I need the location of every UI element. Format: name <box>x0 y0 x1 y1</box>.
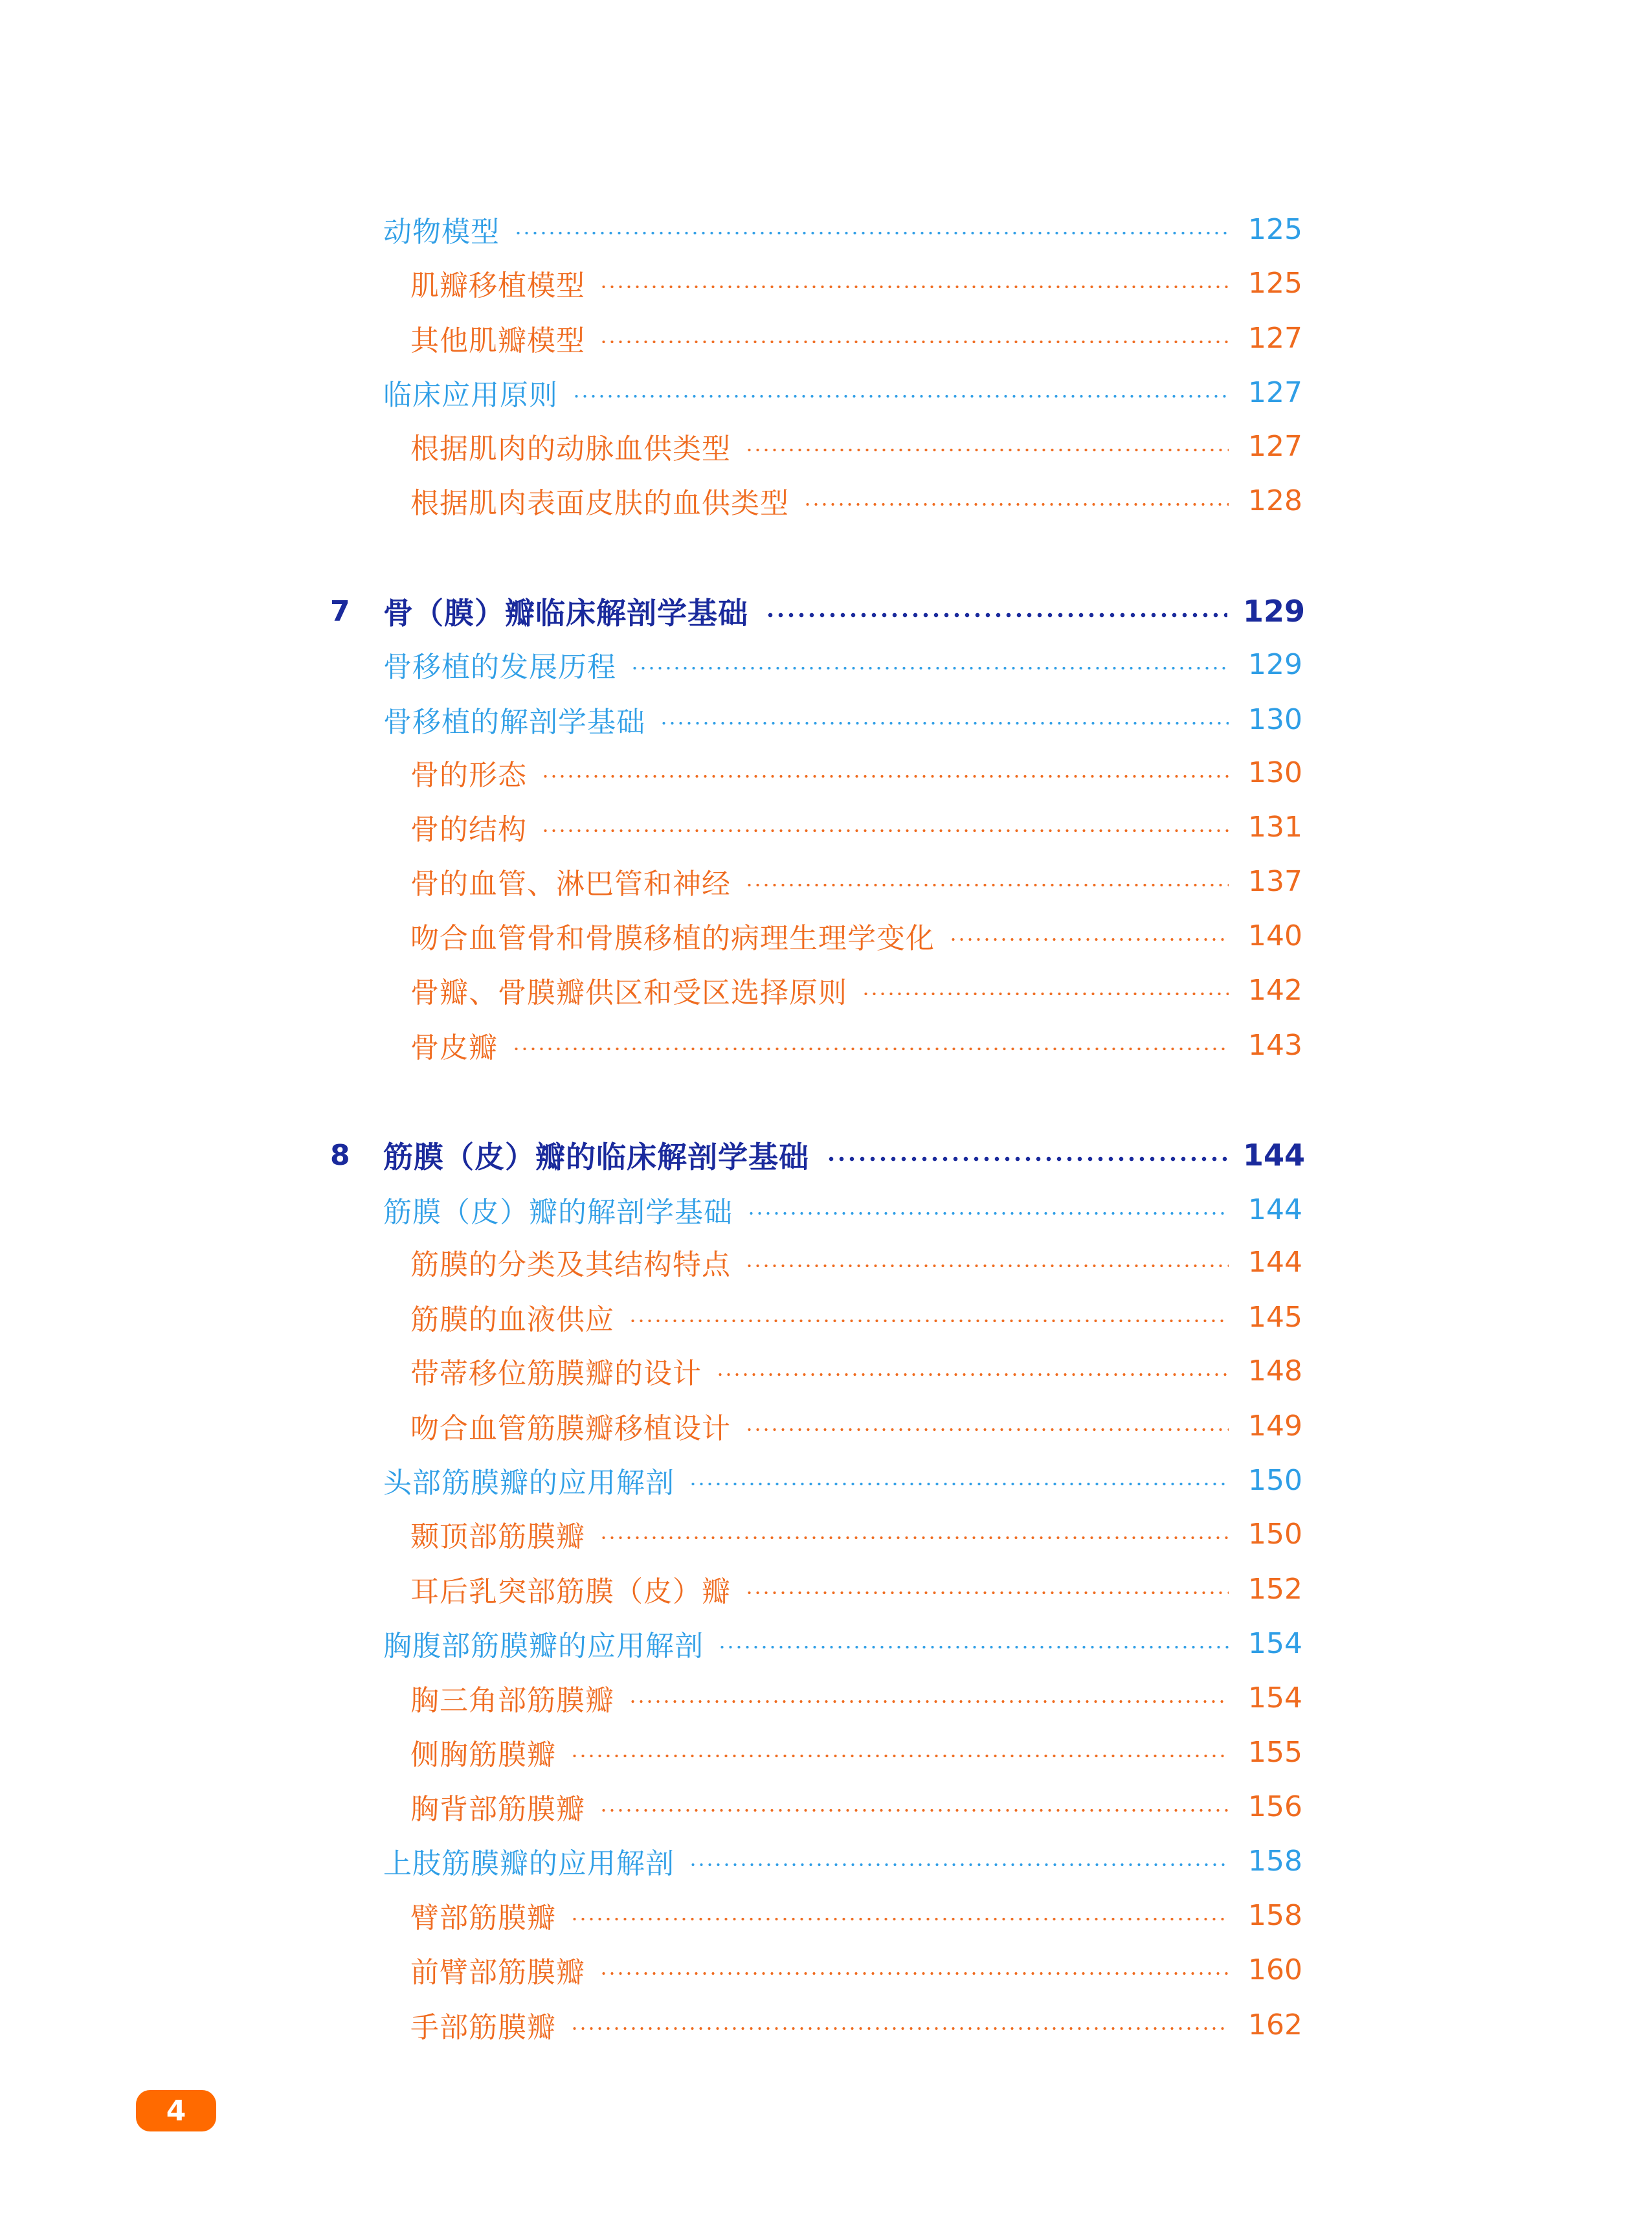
toc-entry-title: 筋膜的分类及其结构特点 <box>410 1248 731 1281</box>
toc-subsection-entry[interactable] <box>410 752 1302 793</box>
toc-entry-title: 手部筋膜瓣 <box>410 2011 556 2044</box>
toc-subsection-entry[interactable] <box>410 915 1302 956</box>
toc-entry-title: 临床应用原则 <box>383 379 558 412</box>
toc-entry-title: 骨皮瓣 <box>410 1031 498 1064</box>
toc-entry-title: 吻合血管骨和骨膜移植的病理生理学变化 <box>410 922 935 955</box>
toc-entry-title: 筋膜（皮）瓣的临床解剖学基础 <box>383 1140 809 1175</box>
dot-leader <box>629 1700 1229 1703</box>
toc-subsection-entry[interactable] <box>410 969 1302 1011</box>
dot-leader <box>599 1536 1229 1540</box>
dot-leader <box>718 1645 1229 1649</box>
toc-entry-title: 其他肌瓣模型 <box>410 324 585 357</box>
toc-entry-page: 148 <box>1248 1354 1302 1388</box>
toc-entry-page: 158 <box>1248 1898 1302 1932</box>
toc-entry-page: 130 <box>1248 756 1302 789</box>
toc-subsection-entry[interactable] <box>410 1296 1302 1338</box>
toc-section-entry[interactable] <box>383 1189 1302 1230</box>
toc-entry-page: 152 <box>1248 1572 1302 1606</box>
toc-subsection-entry[interactable] <box>410 1405 1302 1446</box>
dot-leader <box>599 1972 1229 1975</box>
dot-leader <box>599 285 1229 289</box>
toc-entry-page: 145 <box>1248 1300 1302 1334</box>
toc-entry-title: 上肢筋膜瓣的应用解剖 <box>383 1847 675 1880</box>
toc-chapter-entry[interactable] <box>330 1134 1306 1176</box>
toc-entry-title: 头部筋膜瓣的应用解剖 <box>383 1467 675 1500</box>
toc-entry-page: 143 <box>1248 1028 1302 1062</box>
toc-entry-title: 颞顶部筋膜瓣 <box>410 1520 585 1553</box>
toc-subsection-entry[interactable] <box>410 317 1302 359</box>
dot-leader <box>570 1917 1229 1921</box>
toc-section-entry[interactable] <box>383 208 1302 250</box>
dot-leader <box>745 883 1229 887</box>
toc-subsection-entry[interactable] <box>410 1894 1302 1936</box>
dot-leader <box>689 1863 1229 1867</box>
dot-leader <box>572 394 1229 398</box>
toc-subsection-entry[interactable] <box>410 1949 1302 1990</box>
toc-section-entry[interactable] <box>383 372 1302 413</box>
toc-entry-page: 158 <box>1248 1844 1302 1878</box>
toc-section-entry[interactable] <box>383 644 1302 685</box>
toc-section-entry[interactable] <box>383 1623 1302 1664</box>
toc-entry-title: 胸腹部筋膜瓣的应用解剖 <box>383 1630 704 1663</box>
toc-subsection-entry[interactable] <box>410 806 1302 848</box>
toc-entry-page: 125 <box>1248 266 1302 300</box>
toc-entry-title: 骨的结构 <box>410 813 527 846</box>
toc-section-entry[interactable] <box>383 1840 1302 1882</box>
toc-entry-page: 130 <box>1248 703 1302 736</box>
toc-entry-page: 144 <box>1248 1193 1302 1226</box>
toc-entry-page: 131 <box>1248 810 1302 844</box>
toc-entry-title: 侧胸筋膜瓣 <box>410 1738 556 1771</box>
toc-entry-title: 带蒂移位筋膜瓣的设计 <box>410 1357 702 1390</box>
toc-entry-title: 骨瓣、骨膜瓣供区和受区选择原则 <box>410 976 847 1009</box>
dot-leader <box>826 1156 1227 1162</box>
toc-entry-title: 骨移植的解剖学基础 <box>383 706 645 739</box>
dot-leader <box>660 721 1229 725</box>
toc-entry-title: 根据肌肉的动脉血供类型 <box>410 433 731 466</box>
toc-entry-page: 144 <box>1248 1245 1302 1279</box>
toc-entry-title: 根据肌肉表面皮肤的血供类型 <box>410 487 789 520</box>
toc-entry-title: 骨移植的发展历程 <box>383 651 616 684</box>
chapter-number: 8 <box>330 1138 350 1172</box>
toc-entry-page: 162 <box>1248 2008 1302 2041</box>
toc-entry-page: 137 <box>1248 864 1302 898</box>
toc-entry-title: 前臂部筋膜瓣 <box>410 1956 585 1989</box>
dot-leader <box>512 1047 1229 1051</box>
toc-subsection-entry[interactable] <box>410 1677 1302 1718</box>
dot-leader <box>689 1482 1229 1486</box>
toc-subsection-entry[interactable] <box>410 1568 1302 1610</box>
toc-subsection-entry[interactable] <box>410 1513 1302 1555</box>
toc-entry-title: 筋膜（皮）瓣的解剖学基础 <box>383 1196 733 1229</box>
dot-leader <box>745 1428 1229 1432</box>
page-number-badge: 4 <box>136 2090 216 2131</box>
dot-leader <box>631 666 1229 670</box>
toc-entry-title: 胸背部筋膜瓣 <box>410 1793 585 1826</box>
toc-section-entry[interactable] <box>383 699 1302 740</box>
dot-leader <box>629 1319 1229 1323</box>
toc-subsection-entry[interactable] <box>410 1350 1302 1391</box>
dot-leader <box>745 448 1229 452</box>
toc-subsection-entry[interactable] <box>410 425 1302 467</box>
toc-entry-title: 动物模型 <box>383 216 500 249</box>
toc-entry-title: 臂部筋膜瓣 <box>410 1902 556 1935</box>
toc-entry-title: 骨的血管、淋巴管和神经 <box>410 868 731 901</box>
toc-entry-page: 160 <box>1248 1953 1302 1986</box>
dot-leader <box>765 613 1227 618</box>
dot-leader <box>599 1808 1229 1812</box>
toc-subsection-entry[interactable] <box>410 1241 1302 1283</box>
toc-subsection-entry[interactable] <box>410 860 1302 902</box>
toc-entry-page: 156 <box>1248 1790 1302 1823</box>
toc-entry-page: 127 <box>1248 376 1302 409</box>
toc-entry-page: 142 <box>1248 973 1302 1007</box>
toc-entry-title: 吻合血管筋膜瓣移植设计 <box>410 1412 731 1445</box>
toc-entry-page: 154 <box>1248 1626 1302 1660</box>
dot-leader <box>570 1754 1229 1758</box>
dot-leader <box>745 1591 1229 1595</box>
toc-entry-page: 154 <box>1248 1681 1302 1714</box>
toc-subsection-entry[interactable] <box>410 2004 1302 2045</box>
toc-subsection-entry[interactable] <box>410 480 1302 521</box>
dot-leader <box>862 992 1229 996</box>
toc-entry-page: 129 <box>1248 647 1302 681</box>
dot-leader <box>599 340 1229 344</box>
toc-subsection-entry[interactable] <box>410 1731 1302 1773</box>
dot-leader <box>570 2027 1229 2030</box>
toc-entry-title: 骨的形态 <box>410 759 527 792</box>
dot-leader <box>803 502 1229 506</box>
toc-entry-title: 骨（膜）瓣临床解剖学基础 <box>383 596 748 631</box>
toc-entry-page: 128 <box>1248 484 1302 517</box>
toc-entry-page: 129 <box>1243 594 1306 629</box>
chapter-number: 7 <box>330 594 350 628</box>
toc-entry-page: 150 <box>1248 1463 1302 1497</box>
toc-subsection-entry[interactable] <box>410 1786 1302 1827</box>
dot-leader <box>541 829 1229 833</box>
toc-subsection-entry[interactable] <box>410 262 1302 304</box>
toc-subsection-entry[interactable] <box>410 1024 1302 1066</box>
dot-leader <box>747 1211 1229 1215</box>
toc-entry-title: 肌瓣移植模型 <box>410 269 585 302</box>
toc-entry-title: 胸三角部筋膜瓣 <box>410 1684 614 1717</box>
toc-entry-page: 127 <box>1248 321 1302 355</box>
toc-entry-page: 150 <box>1248 1517 1302 1551</box>
toc-entry-title: 筋膜的血液供应 <box>410 1303 614 1336</box>
toc-entry-title: 耳后乳突部筋膜（皮）瓣 <box>410 1575 731 1608</box>
dot-leader <box>541 774 1229 778</box>
toc-entry-page: 125 <box>1248 212 1302 246</box>
toc-entry-page: 155 <box>1248 1735 1302 1769</box>
dot-leader <box>514 231 1229 235</box>
toc-section-entry[interactable] <box>383 1459 1302 1501</box>
toc-chapter-entry[interactable] <box>330 590 1306 632</box>
dot-leader <box>949 938 1229 941</box>
toc-entry-page: 144 <box>1243 1138 1306 1173</box>
toc-entry-page: 127 <box>1248 429 1302 463</box>
toc-entry-page: 149 <box>1248 1409 1302 1443</box>
dot-leader <box>716 1373 1229 1377</box>
toc-entry-page: 140 <box>1248 919 1302 952</box>
dot-leader <box>745 1264 1229 1268</box>
